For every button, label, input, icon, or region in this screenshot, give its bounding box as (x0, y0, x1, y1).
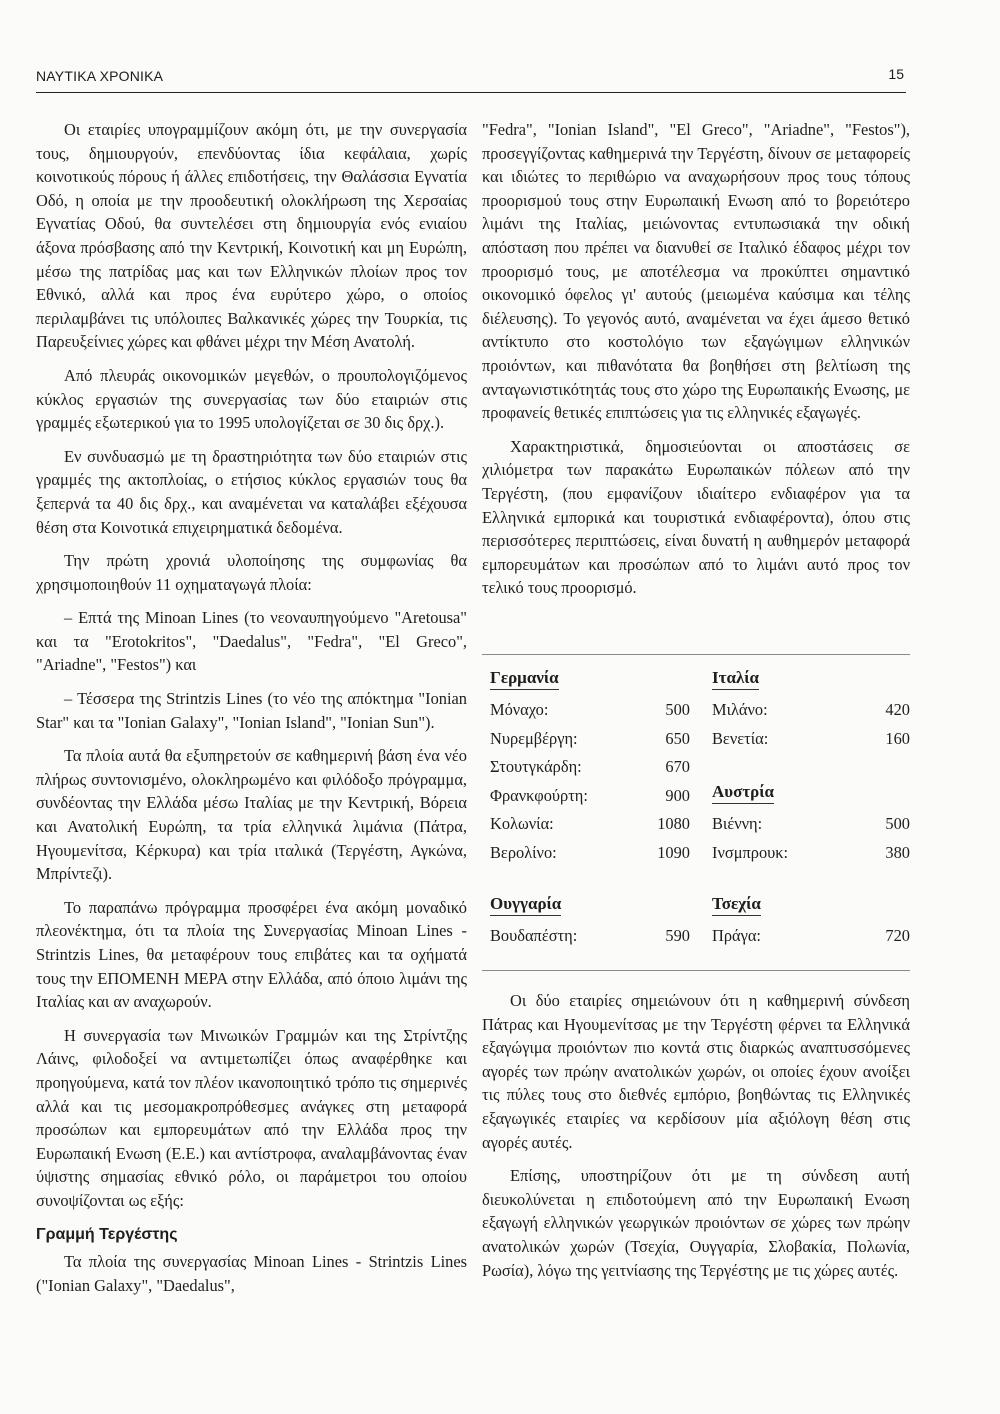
country-block-hungary (490, 894, 690, 951)
table-row (490, 922, 690, 951)
distance-value: 420 (885, 700, 910, 719)
city-name: Μιλάνο: (712, 700, 768, 719)
page-header (36, 66, 906, 93)
table-row (712, 810, 910, 839)
table-row (712, 839, 910, 868)
paragraph: Τα πλοία αυτά θα εξυπηρετούν σε καθημερινή βάση ένα νέο πλήρως συντονισμένο, ολοκληρωμένο και φιλόδοξο πρόγραμμα, συνδέοντας την Ελλάδα μέσω Ιταλίας με την Κεντρική, Βόρεια και Ανατολική Ευρώπη, τα τρία ελληνικά λιμάνια (Πάτρα, Ηγουμενίτσα, Κέρκυρα) και τρία ιταλικά (Τεργέστη, Αγκώνα, Μπρίντεζι). (36, 746, 467, 884)
paragraph: Εν συνδυασμώ με τη δραστηριότητα των δύο εταιριών στις γραμμές της ακτοπλοίας, ο ετήσιος κύκλος εργασιών τους θα ξεπερνά τα 40 δις δρχ., και αναμένεται να καταλάβει εξέχουσα θέση στα Κοινοτικά επιχειρηματικά δεδομένα. (36, 446, 467, 537)
city-name: Νυρεμβέργη: (490, 728, 578, 748)
distance-value: 1090 (657, 842, 690, 862)
city-name: Ινσμπρουκ: (712, 842, 789, 862)
table-row (490, 839, 690, 868)
country-name: Ιταλία (712, 668, 759, 690)
section-heading: Γραμμή Τεργέστης (36, 1225, 178, 1243)
page-number: 15 (888, 66, 904, 82)
city-name: Φρανκφούρτη: (490, 785, 588, 805)
city-name: Στουτγκάρδη: (490, 757, 582, 776)
city-name: Βερολίνο: (490, 842, 557, 862)
paragraph: Από πλευράς οικονομικών μεγεθών, ο προυπολογιζόμενος κύκλος εργασιών της συνεργασίας των δύο εταιριών στις γραμμές εξωτερικού για το 1995 υπολογίζεται σε 30 δις δρχ.). (36, 365, 467, 433)
country-block-austria (712, 782, 910, 867)
distance-value: 900 (665, 785, 690, 805)
paragraph: Επίσης, υποστηρίζουν ότι με τη σύνδεση αυτή διευκολύνεται η επιδοτούμενη από την Ευρωπαική Ενωση εξαγωγή ελληνικών γεωργικών προιόντων σε χώρες των πρώην ανατολικών χωρών (Τσεχία, Ουγγαρία, Σλοβακία, Πολωνία, Ρωσία), λόγω της γειτνίασης της Τεργέστης με τις χώρες αυτές. (482, 1166, 910, 1280)
list-item: – Τέσσερα της Strintzis Lines (το νέο της απόκτημα "Ionian Star" και τα "Ionian Galaxy", "Ionian Island", "Ionian Sun"). (36, 689, 467, 732)
distance-value: 500 (885, 814, 910, 833)
divider (482, 654, 910, 655)
distance-value: 670 (665, 757, 690, 776)
distance-value: 380 (885, 842, 910, 862)
city-name: Βιέννη: (712, 814, 763, 833)
paragraph: Τα πλοία της συνεργασίας Minoan Lines - Strintzis Lines ("Ionian Galaxy", "Daedalus", (36, 1252, 467, 1295)
city-name: Βουδαπέστη: (490, 926, 578, 945)
table-row (490, 696, 690, 725)
table-row (490, 725, 690, 754)
paragraph: Την πρώτη χρονιά υλοποίησης της συμφωνίας θα χρησιμοποιηθούν 11 οχηματαγωγά πλοία: (36, 551, 467, 594)
distance-value: 650 (665, 728, 690, 748)
list-item: – Επτά της Minoan Lines (το νεοναυπηγούμενο "Aretousa" και τα "Erotokritos", "Daedalus", "Fedra", "El Greco", "Ariadne", "Festos") και (36, 608, 467, 675)
city-name: Κολωνία: (490, 814, 554, 833)
city-name: Μόναχο: (490, 700, 549, 719)
country-name: Αυστρία (712, 782, 774, 804)
right-column-top (482, 118, 910, 610)
paragraph: "Fedra", "Ionian Island", "El Greco", "Ariadne", "Festos"), προσεγγίζοντας καθημερινά την Τεργέστη, δίνουν σε μεταφορείς και ιδιώτες το περιθώριο να αναχωρήσουν προς τους τόπους προορισμού τους στην Ευρωπαική Ενωση από το βορειότερο λιμάνι της Ιταλίας, μειώνοντας εντυπωσιακά την οδική απόσταση που πρέπει να διανυθεί σε Ιταλικό έδαφος μέχρι τον προορισμό τους, με αποτέλεσμα να προκύπτει σημαντικό οικονομικό όφελος γι' αυτούς (μειωμένα καύσιμα και τέλης διέλευσης). Το γεγονός αυτό, αναμένεται να έχει άμεσο θετικό αντίκτυπο στο κοστολόγιο των εξαγώγιμων ελληνικών προιόντων, και πιθανότατα θα βοηθήσει στη βελτίωση της ανταγωνιστικότητάς τους στο χώρο της Ευρωπαικής Ενωσης, με προφανείς θετικές επιπτώσεις για τις ελληνικές εξαγωγές. (482, 120, 910, 423)
table-row (490, 782, 690, 811)
paragraph: Το παραπάνω πρόγραμμα προσφέρει ένα ακόμη μοναδικό πλεονέκτημα, ότι τα πλοία της Συνεργασίας Minoan Lines - Strintzis Lines, θα μεταφέρουν τους επιβάτες και τα οχήματά τους την ΕΠΟΜΕΝΗ ΜΕΡΑ στην Ελλάδα, από όποιο λιμάνι της Ιταλίας και αν αναχωρούν. (36, 897, 467, 1012)
table-row (490, 810, 690, 839)
left-column (36, 118, 467, 1307)
table-row (712, 696, 910, 725)
country-name: Ουγγαρία (490, 894, 561, 916)
table-row (712, 725, 910, 754)
country-block-germany (490, 668, 690, 867)
table-row (490, 753, 690, 782)
distance-table (482, 664, 910, 964)
country-block-italy (712, 668, 910, 753)
distance-value: 160 (885, 728, 910, 748)
distance-value: 590 (665, 926, 690, 945)
paragraph: Οι εταιρίες υπογραμμίζουν ακόμη ότι, με την συνεργασία τους, δημιουργούν, επενδύοντας ίδια κεφάλαια, χωρίς κοινοτικούς πόρους ή άλλες επιδοτήσεις, την Θαλάσσια Εγνατία Οδό, η οποία με την προοδευτική ολοκλήρωση της Χερσαίας Εγνατίας Οδού, θα συντελέσει στη δημιουργία ενός ενιαίου άξονα πρόσβασης από την Κεντρική, Κοινοτική και μη Ευρώπη, μέσω της πατρίδας μας και των Ελληνικών πλοίων προς τον Εθνικό, αλλά και προς ένα ευρύτερο χώρο, ο οποίος περιλαμβάνει τις υπόλοιπες Βαλκανικές χώρες την Τουρκία, τις Παρευξείνιες χώρες και φθάνει μέχρι την Μέση Ανατολή. (36, 120, 467, 352)
paragraph: Η συνεργασία των Μινωικών Γραμμών και της Στρίντζης Λάινς, φιλοδοξεί να αντιμετωπίζει όπως αναφέρθηκε και προηγούμενα, κατά τον πλέον ικανοποιητικό τρόπο τις σημερινές αλλά και τις μεσομακροπρόθεσμες ανάγκες στη μεταφορά προσώπων και εμπορευμάτων από την Ελλάδα προς την Ευρωπαική Ενωση (Ε.Ε.) και αντίστροφα, αναλαμβάνοντας έναν ύψιστης σημασίας εθνικό ρόλο, οι παράμετροι του οποίου συνοψίζονται ως εξής: (36, 1025, 467, 1210)
city-name: Πράγα: (712, 926, 761, 945)
right-column-bottom (482, 989, 910, 1292)
table-row (712, 922, 910, 951)
paragraph: Οι δύο εταιρίες σημειώνουν ότι η καθημερινή σύνδεση Πάτρας και Ηγουμενίτσας με την Τεργέστη φέρνει τα Ελληνικά εξαγώγιμα προιόντων πιο κοντά στις διαρκώς αναπτυσσόμενες αγορές των πρώην ανατολικών χωρών, οι οποίες έχουν ανοίξει τις πύλες τους στο διεθνές εμπόριο, βοηθώντας τις Ελληνικές εξαγωγικές εταιρίες να κερδίσουν μία αξιόλογη θέση στις αγορές αυτές. (482, 991, 910, 1152)
distance-value: 1080 (657, 814, 690, 833)
publication-title: ΝΑΥΤΙΚΑ ΧΡΟΝΙΚΑ (36, 68, 164, 84)
country-name: Τσεχία (712, 894, 761, 916)
country-block-czechia (712, 894, 910, 951)
city-name: Βενετία: (712, 728, 769, 748)
paragraph: Χαρακτηριστικά, δημοσιεύονται οι αποστάσεις σε χιλιόμετρα των παρακάτω Ευρωπαικών πόλεων από την Τεργέστη, (που εμφανίζουν ιδιαίτερο ενδιαφέρον για τα Ελληνικά εμπορικά και τουριστικά ενδιαφέροντα), όπου στις περισσότερες περιπτώσεις, είναι δυνατή η αυθημερόν μεταφορά εμπορευμάτων και προσώπων από το λιμάνι αυτό προς τον τελικό τους προορισμό. (482, 436, 910, 598)
divider (482, 970, 910, 971)
distance-value: 720 (885, 926, 910, 945)
distance-value: 500 (665, 700, 690, 719)
country-name: Γερμανία (490, 668, 559, 690)
